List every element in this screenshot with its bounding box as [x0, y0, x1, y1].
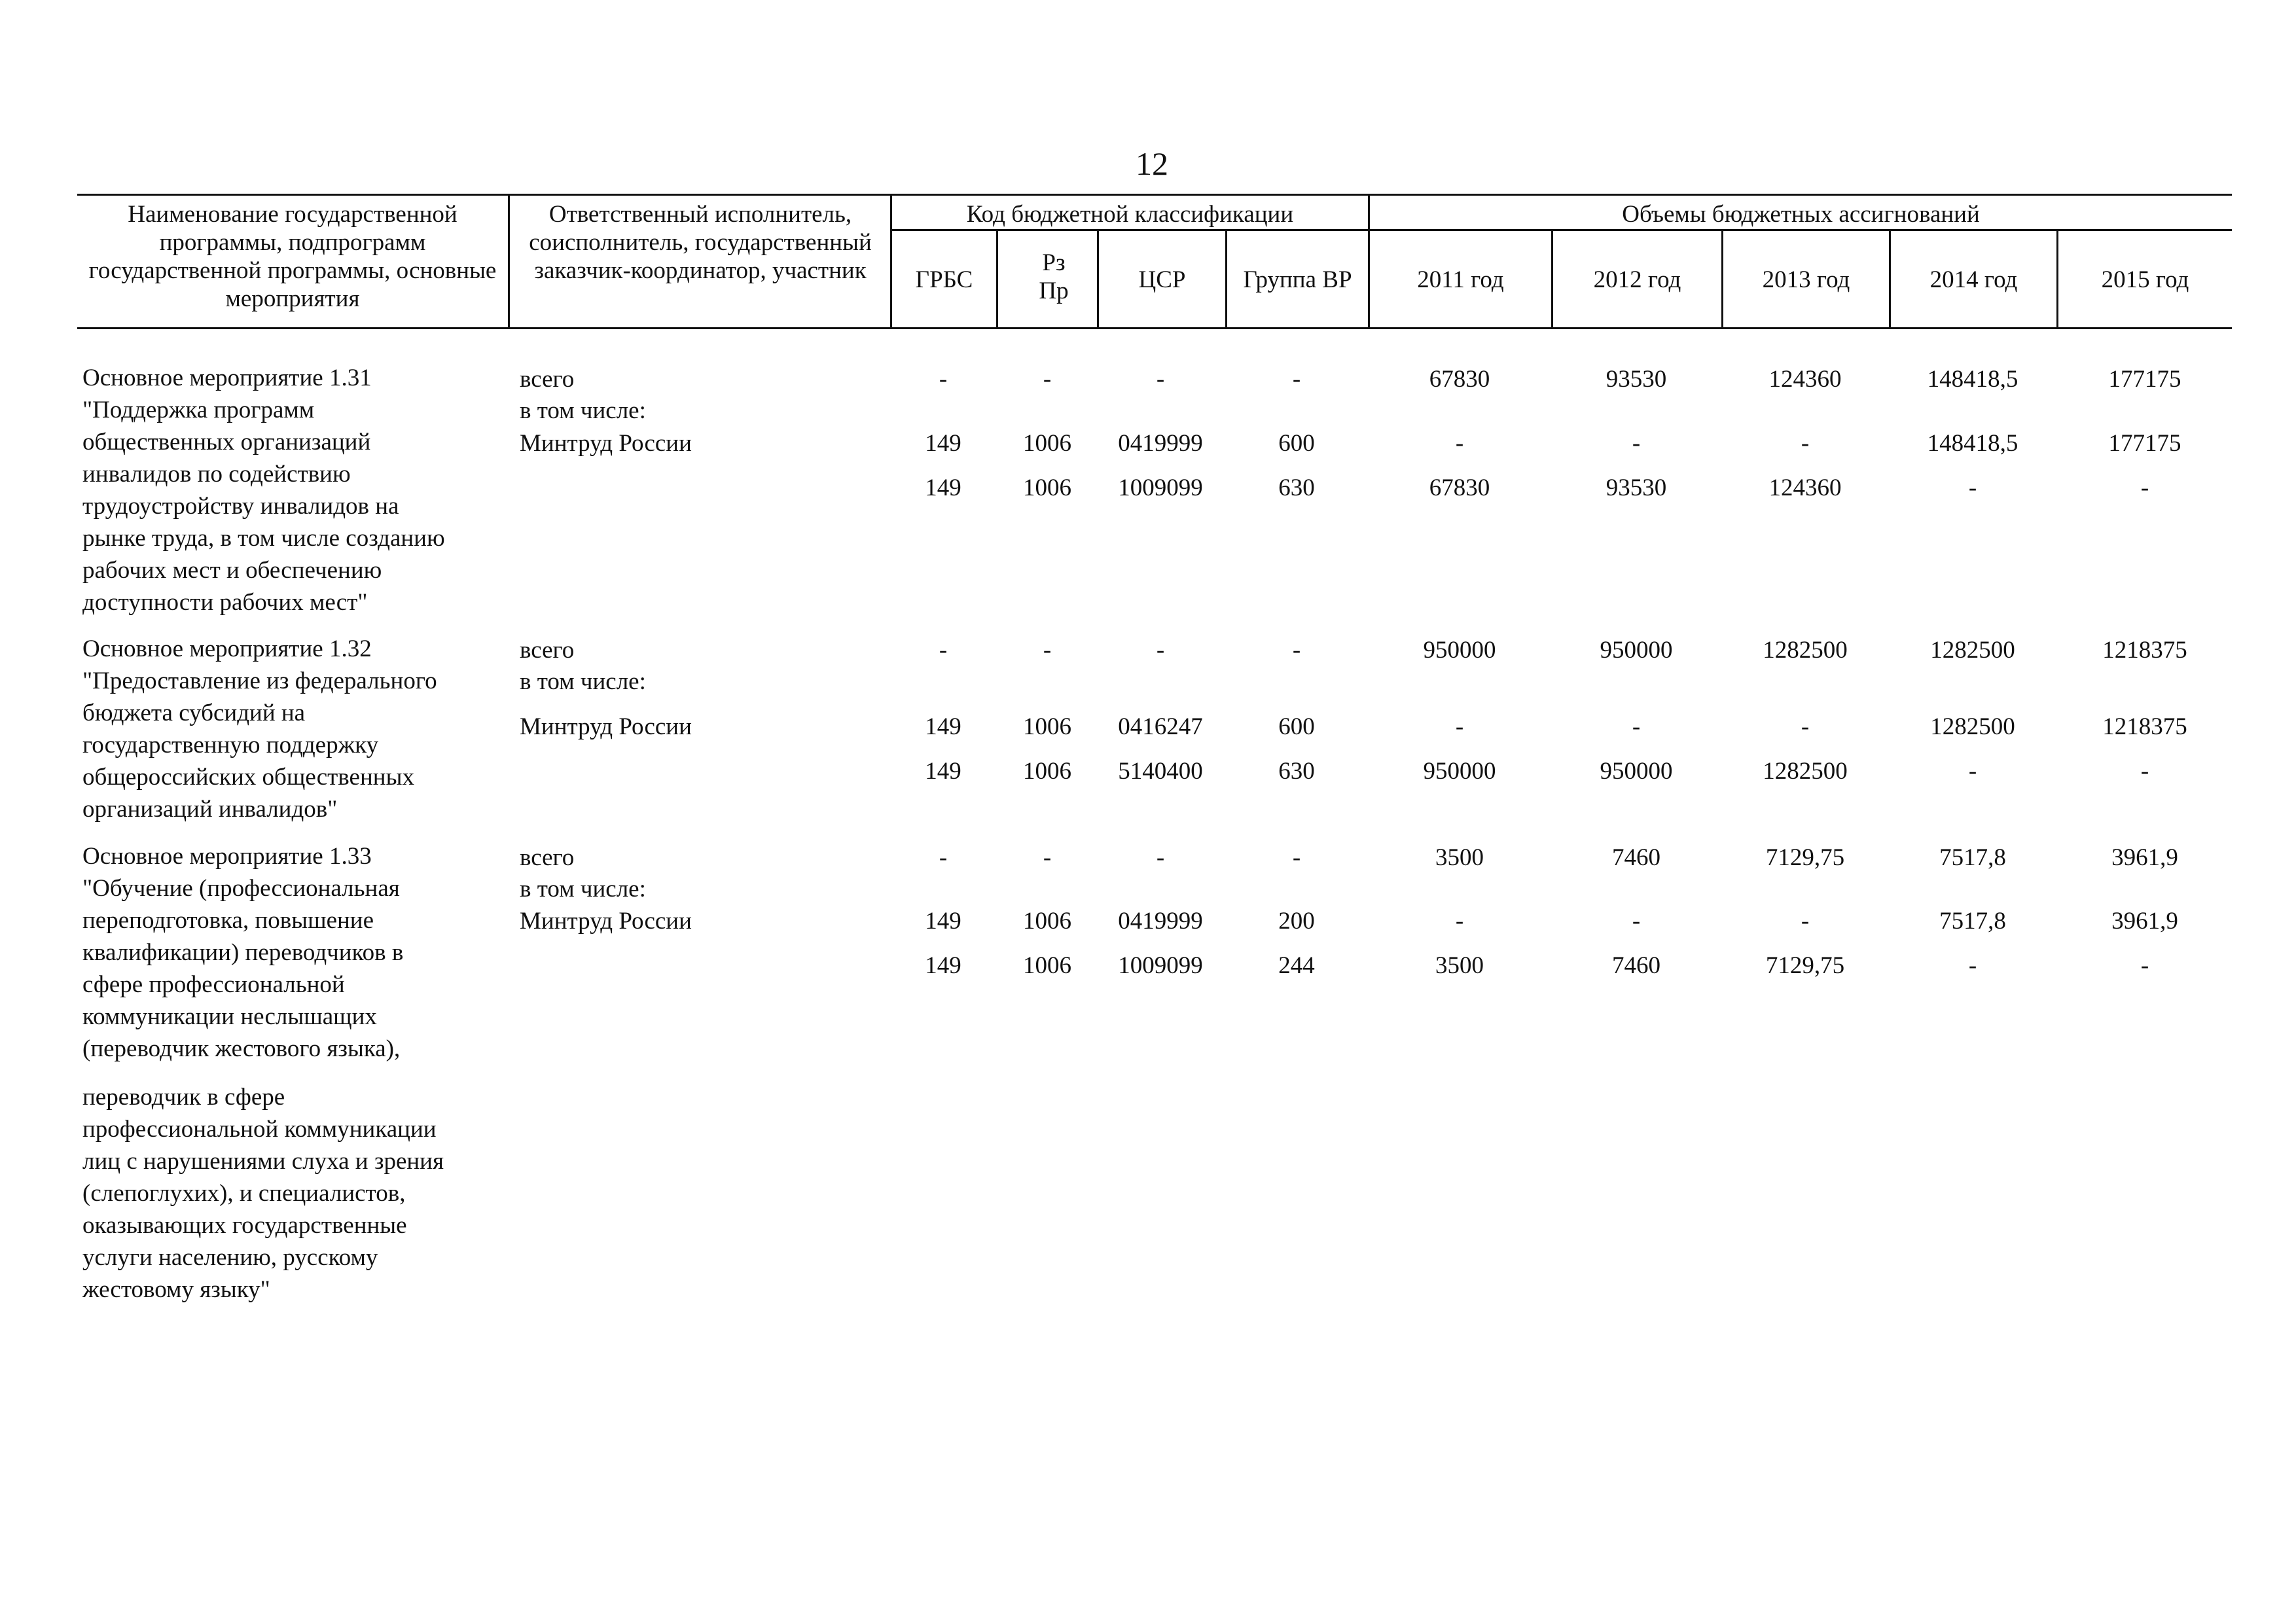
row-cell-code-vr: -: [1292, 637, 1301, 664]
header-group-code: Код бюджетной классификации: [966, 201, 1294, 228]
header-col-executor: Ответственный исполнитель, соисполнитель, государственный заказчик-координатор, участник: [529, 201, 872, 284]
measure-1-32-name: Основное мероприятие 1.32 "Предоставление из федерального бюджета субсидий на государственную поддержку общероссийских общественных организаций инвалидов": [82, 635, 437, 823]
row-cell-code-rzpr: 1006: [1023, 474, 1071, 501]
measure-1-33-exec-total: всего: [520, 844, 575, 871]
row-cell-code-csr: 0416247: [1118, 713, 1203, 740]
row-cell-value-2011: 67830: [1429, 366, 1490, 393]
row-cell-code-vr: 600: [1278, 430, 1315, 457]
row-cell-code-grbs: 149: [925, 952, 961, 979]
row-cell-value-2014: -: [1968, 474, 1977, 501]
row-cell-code-csr: 5140400: [1118, 758, 1203, 785]
row-cell-value-2014: 148418,5: [1927, 430, 2018, 457]
header-top-rule: [77, 194, 2232, 196]
row-cell-code-csr: 1009099: [1118, 474, 1203, 501]
row-cell-code-grbs: 149: [925, 474, 961, 501]
row-cell-code-rzpr: 1006: [1023, 758, 1071, 785]
row-cell-code-csr: 1009099: [1118, 952, 1203, 979]
row-cell-code-grbs: -: [939, 844, 948, 871]
row-cell-value-2011: 3500: [1435, 844, 1484, 871]
row-cell-value-2011: -: [1455, 430, 1464, 457]
row-cell-code-vr: -: [1292, 844, 1301, 871]
row-cell-code-csr: 0419999: [1118, 430, 1203, 457]
row-cell-value-2015: 177175: [2108, 366, 2181, 393]
row-cell-value-2012: -: [1632, 908, 1641, 935]
row-cell-value-2012: 7460: [1612, 952, 1660, 979]
header-code-csr: ЦСР: [1138, 266, 1186, 293]
row-cell-value-2012: -: [1632, 430, 1641, 457]
header-year-2013: 2013 год: [1762, 266, 1850, 293]
row-cell-value-2015: 3961,9: [2111, 844, 2178, 871]
row-cell-code-csr: -: [1156, 637, 1165, 664]
row-cell-value-2015: -: [2140, 758, 2149, 785]
row-cell-value-2015: 1218375: [2102, 713, 2187, 740]
row-cell-code-vr: 630: [1278, 758, 1315, 785]
header-code-vr: Группа ВР: [1243, 266, 1352, 293]
header-year-2014: 2014 год: [1929, 266, 2018, 293]
row-cell-value-2014: 1282500: [1930, 713, 2015, 740]
page-number: 12: [1136, 145, 1168, 182]
row-cell-value-2011: 67830: [1429, 474, 1490, 501]
row-cell-code-vr: 244: [1278, 952, 1315, 979]
row-cell-code-vr: 200: [1278, 908, 1315, 935]
header-year-2015: 2015 год: [2101, 266, 2189, 293]
row-cell-value-2011: 950000: [1423, 758, 1496, 785]
row-cell-code-grbs: -: [939, 366, 948, 393]
row-cell-code-rzpr: 1006: [1023, 430, 1071, 457]
row-cell-code-rzpr: 1006: [1023, 952, 1071, 979]
row-cell-value-2013: -: [1801, 908, 1810, 935]
measure-1-31-name: Основное мероприятие 1.31 "Поддержка программ общественных организаций инвалидов по содействию трудоустройству инвалидов на рынке труда, в том числе созданию рабочих мест и обеспечению доступности рабочих мест": [82, 365, 445, 616]
row-cell-value-2013: -: [1801, 430, 1810, 457]
row-cell-value-2012: 93530: [1605, 474, 1667, 501]
header-divider: [996, 229, 998, 329]
row-cell-code-rzpr: 1006: [1023, 713, 1071, 740]
row-cell-code-rzpr: -: [1043, 844, 1052, 871]
header-subgroup-rule: [890, 229, 2232, 231]
row-cell-code-csr: -: [1156, 366, 1165, 393]
row-cell-code-grbs: 149: [925, 430, 961, 457]
row-cell-code-rzpr: 1006: [1023, 908, 1071, 935]
row-cell-value-2013: 7129,75: [1765, 952, 1845, 979]
row-cell-value-2014: -: [1968, 758, 1977, 785]
row-cell-value-2014: -: [1968, 952, 1977, 979]
row-cell-code-vr: 630: [1278, 474, 1315, 501]
row-cell-value-2013: 124360: [1768, 366, 1842, 393]
row-cell-value-2015: 1218375: [2102, 637, 2187, 664]
row-cell-code-rzpr: -: [1043, 366, 1052, 393]
measure-1-33-name-cont: переводчик в сфере профессиональной коммуникации лиц с нарушениями слуха и зрения (слепоглухих), и специалистов, оказывающих государственные услуги населению, русскому жестовому языку": [82, 1084, 444, 1303]
row-cell-value-2015: -: [2140, 474, 2149, 501]
row-cell-code-grbs: 149: [925, 713, 961, 740]
row-cell-value-2011: 950000: [1423, 637, 1496, 664]
measure-1-33-exec-org: Минтруд России: [520, 908, 692, 935]
row-cell-value-2014: 7517,8: [1939, 908, 2006, 935]
header-col-name: Наименование государственной программы, подпрограмм государственной программы, основные мероприятия: [88, 201, 497, 312]
row-cell-code-csr: 0419999: [1118, 908, 1203, 935]
measure-1-32-exec-org: Минтруд России: [520, 713, 692, 740]
row-cell-value-2011: -: [1455, 908, 1464, 935]
row-cell-value-2011: -: [1455, 713, 1464, 740]
header-year-2011: 2011 год: [1417, 266, 1504, 293]
measure-1-33-exec-incl: в том числе:: [520, 876, 646, 902]
row-cell-value-2012: 950000: [1600, 637, 1673, 664]
row-cell-code-vr: -: [1292, 366, 1301, 393]
row-cell-code-vr: 600: [1278, 713, 1315, 740]
measure-1-31-exec-total: всего: [520, 366, 575, 393]
header-divider: [508, 194, 510, 329]
row-cell-value-2012: -: [1632, 713, 1641, 740]
measure-1-33-name: Основное мероприятие 1.33 "Обучение (профессиональная переподготовка, повышение квалификации) переводчиков в сфере профессиональной коммуникации неслышащих (переводчик жестового языка),: [82, 843, 404, 1062]
measure-1-31-exec-incl: в том числе:: [520, 397, 646, 424]
row-cell-code-grbs: -: [939, 637, 948, 664]
row-cell-code-csr: -: [1156, 844, 1165, 871]
row-cell-value-2015: 3961,9: [2111, 908, 2178, 935]
row-cell-value-2014: 1282500: [1930, 637, 2015, 664]
row-cell-value-2012: 7460: [1612, 844, 1660, 871]
row-cell-value-2014: 148418,5: [1927, 366, 2018, 393]
row-cell-value-2013: 7129,75: [1765, 844, 1845, 871]
row-cell-value-2013: 124360: [1768, 474, 1842, 501]
row-cell-code-rzpr: -: [1043, 637, 1052, 664]
measure-1-31-exec-org: Минтруд России: [520, 430, 692, 457]
row-cell-value-2014: 7517,8: [1939, 844, 2006, 871]
row-cell-value-2013: -: [1801, 713, 1810, 740]
row-cell-value-2015: 177175: [2108, 430, 2181, 457]
row-cell-value-2013: 1282500: [1763, 637, 1848, 664]
measure-1-32-exec-incl: в том числе:: [520, 668, 646, 695]
header-bottom-rule: [77, 327, 2232, 329]
row-cell-value-2015: -: [2140, 952, 2149, 979]
header-year-2012: 2012 год: [1593, 266, 1681, 293]
row-cell-code-grbs: 149: [925, 758, 961, 785]
row-cell-value-2011: 3500: [1435, 952, 1484, 979]
row-cell-code-grbs: 149: [925, 908, 961, 935]
row-cell-value-2012: 93530: [1605, 366, 1667, 393]
row-cell-value-2012: 950000: [1600, 758, 1673, 785]
header-code-rzpr: Рз Пр: [1039, 249, 1069, 304]
row-cell-value-2013: 1282500: [1763, 758, 1848, 785]
header-code-grbs: ГРБС: [915, 266, 973, 293]
header-group-volume: Объемы бюджетных ассигнований: [1622, 201, 1980, 228]
measure-1-32-exec-total: всего: [520, 637, 575, 664]
